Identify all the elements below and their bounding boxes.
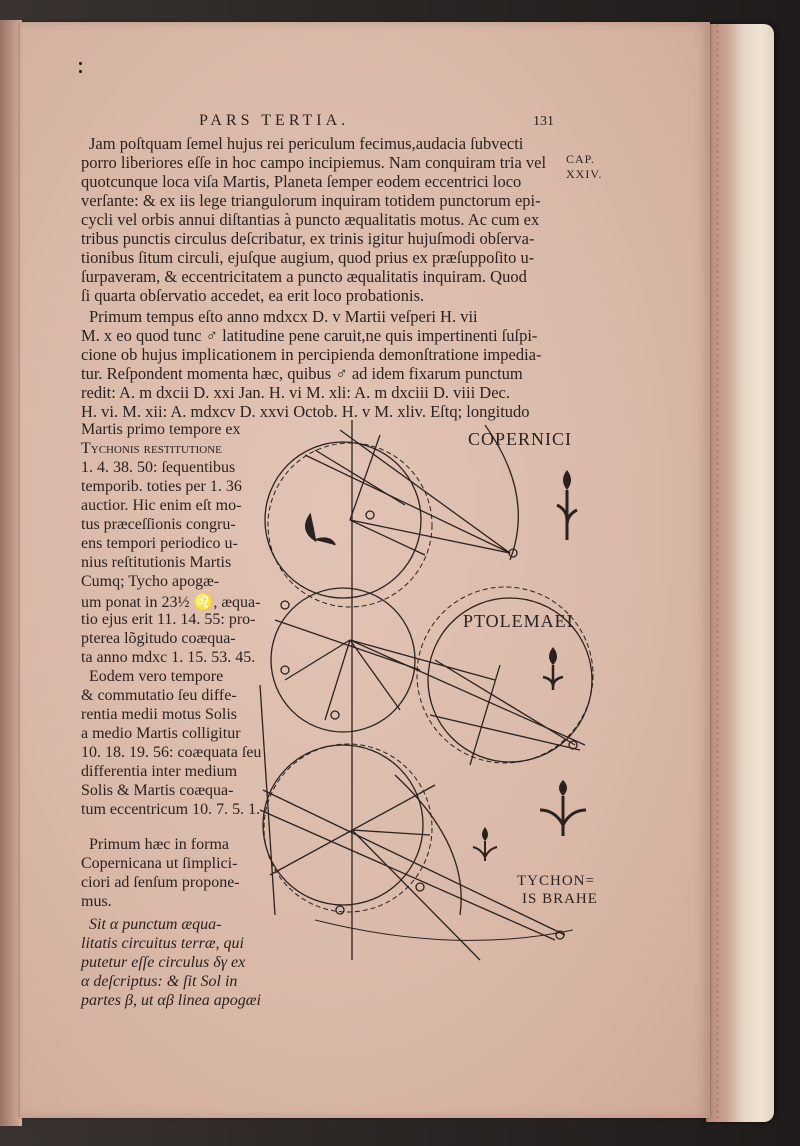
label-copernici: COPERNICI (468, 429, 573, 449)
narrow-line-2: ciori ad ſenſum propone- (81, 874, 240, 891)
text-line: Primum tempus eſto anno mdxcx D. v Martii veſperi H. vii (89, 307, 478, 326)
text-line: ſi quarta obſervatio accedet, ea erit loco probationis. (81, 286, 425, 305)
text-line: cione ob hujus implicationem in percipienda demonſtratione impedia- (81, 345, 542, 364)
ink-dot (79, 70, 82, 73)
narrow-line: tum eccentricum 10. 7. 5. 1. (81, 801, 261, 818)
book-left-edge (0, 20, 22, 1126)
ink-dot (79, 62, 82, 65)
narrow-line: ta anno mdxc 1. 15. 53. 45. (81, 649, 256, 666)
text-line: M. x eo quod tunc ♂ latitudine pene caruit,ne quis impertinenti ſuſpi- (81, 326, 538, 345)
narrow-line: 10. 18. 19. 56: coæquata ſeu (81, 744, 262, 761)
narrow-line: Eodem vero tempore (89, 668, 224, 685)
italic-line: putetur eſſe circulus δγ ex (81, 954, 246, 971)
text-line: tribus punctis circulus deſcribatur, ex trinis igitur hujuſmodi obſerva- (81, 229, 535, 248)
narrow-line-2: Copernicana ut ſimplici- (81, 855, 238, 872)
narrow-line-2: Primum hæc in forma (89, 836, 229, 853)
text-line: cycli vel orbis annui diſtantias à puncto æqualitatis motus. Ac cum ex (81, 210, 540, 229)
text-line: ſurpaveram, & eccentricitatem a puncto æqualitatis inquiram. Quod (81, 267, 527, 286)
narrow-line: um ponat in 23½ ♌, æqua- (81, 594, 261, 611)
narrow-line: temporib. toties per 1. 36 (81, 478, 242, 495)
narrow-line: & commutatio ſeu diffe- (81, 687, 237, 704)
page-stack-edge (706, 24, 774, 1122)
narrow-line: auctior. Hic enim eſt mo- (81, 497, 242, 514)
text-line: quotcunque loca viſa Martis, Planeta ſemper eodem eccentrici loco (81, 172, 522, 191)
narrow-line: ens tempori periodico u- (81, 535, 238, 552)
italic-line: α deſcriptus: & ſit Sol in (81, 973, 238, 990)
narrow-line: Tychonis reſtitutione (81, 440, 222, 457)
italic-line: partes β, ut αβ linea apogæi (81, 992, 261, 1009)
narrow-line: tio ejus erit 11. 14. 55: pro- (81, 611, 256, 628)
narrow-line: Cumq; Tycho apogæ- (81, 573, 220, 590)
text-line: tur. Reſpondent momenta hæc, quibus ♂ ad idem fixarum punctum (81, 364, 523, 383)
narrow-line-2: mus. (81, 893, 112, 910)
narrow-line: Martis primo tempore ex (81, 421, 241, 438)
text-line: redit: A. m dxcii D. xxi Jan. H. vi M. xli: A. m dxciii D. viii Dec. (81, 383, 510, 402)
narrow-line: rentia medii motus Solis (81, 706, 237, 723)
italic-line: Sit α punctum æqua- (89, 916, 222, 933)
narrow-line: tus præceſſionis congru- (81, 516, 236, 533)
orbit-diagram-svg (255, 415, 615, 975)
narrow-line: differentia inter medium (81, 763, 238, 780)
orbit-diagram (255, 415, 615, 975)
margin-note-number: XXIV. (566, 167, 603, 181)
page-number: 131 (533, 114, 554, 129)
running-head: PARS TERTIA. (199, 112, 350, 129)
narrow-line: Solis & Martis coæqua- (81, 782, 234, 799)
label-tychonis-2: IS BRAHE (522, 891, 598, 907)
text-line: verſante: & ex iis lege triangulorum inquiram totidem punctorum epi- (81, 191, 541, 210)
margin-note-chapter: CAP. (566, 152, 596, 166)
text-line: H. vi. M. xii: A. mdxcv D. xxvi Octob. H. v M. xliv. Eſtq; longitudo (81, 402, 530, 421)
narrow-line: nius reſtitutionis Martis (81, 554, 232, 571)
text-line: tionibus ſitum circuli, ejuſque augium, quod prius ex præſuppoſito u- (81, 248, 535, 267)
text-line: Jam poſtquam ſemel hujus rei periculum fecimus,audacia ſubvecti (89, 134, 524, 153)
italic-line: litatis circuitus terræ, qui (81, 935, 244, 952)
label-tychonis-1: TYCHON= (517, 873, 595, 889)
narrow-line: a medio Martis colligitur (81, 725, 241, 742)
label-ptolemaei: PTOLEMAEI (463, 611, 574, 631)
narrow-line: 1. 4. 38. 50: ſequentibus (81, 459, 236, 476)
text-line: porro liberiores eſſe in hoc campo incipiemus. Nam conquiram tria vel (81, 153, 547, 172)
narrow-line: pterea lõgitudo coæqua- (81, 630, 236, 647)
